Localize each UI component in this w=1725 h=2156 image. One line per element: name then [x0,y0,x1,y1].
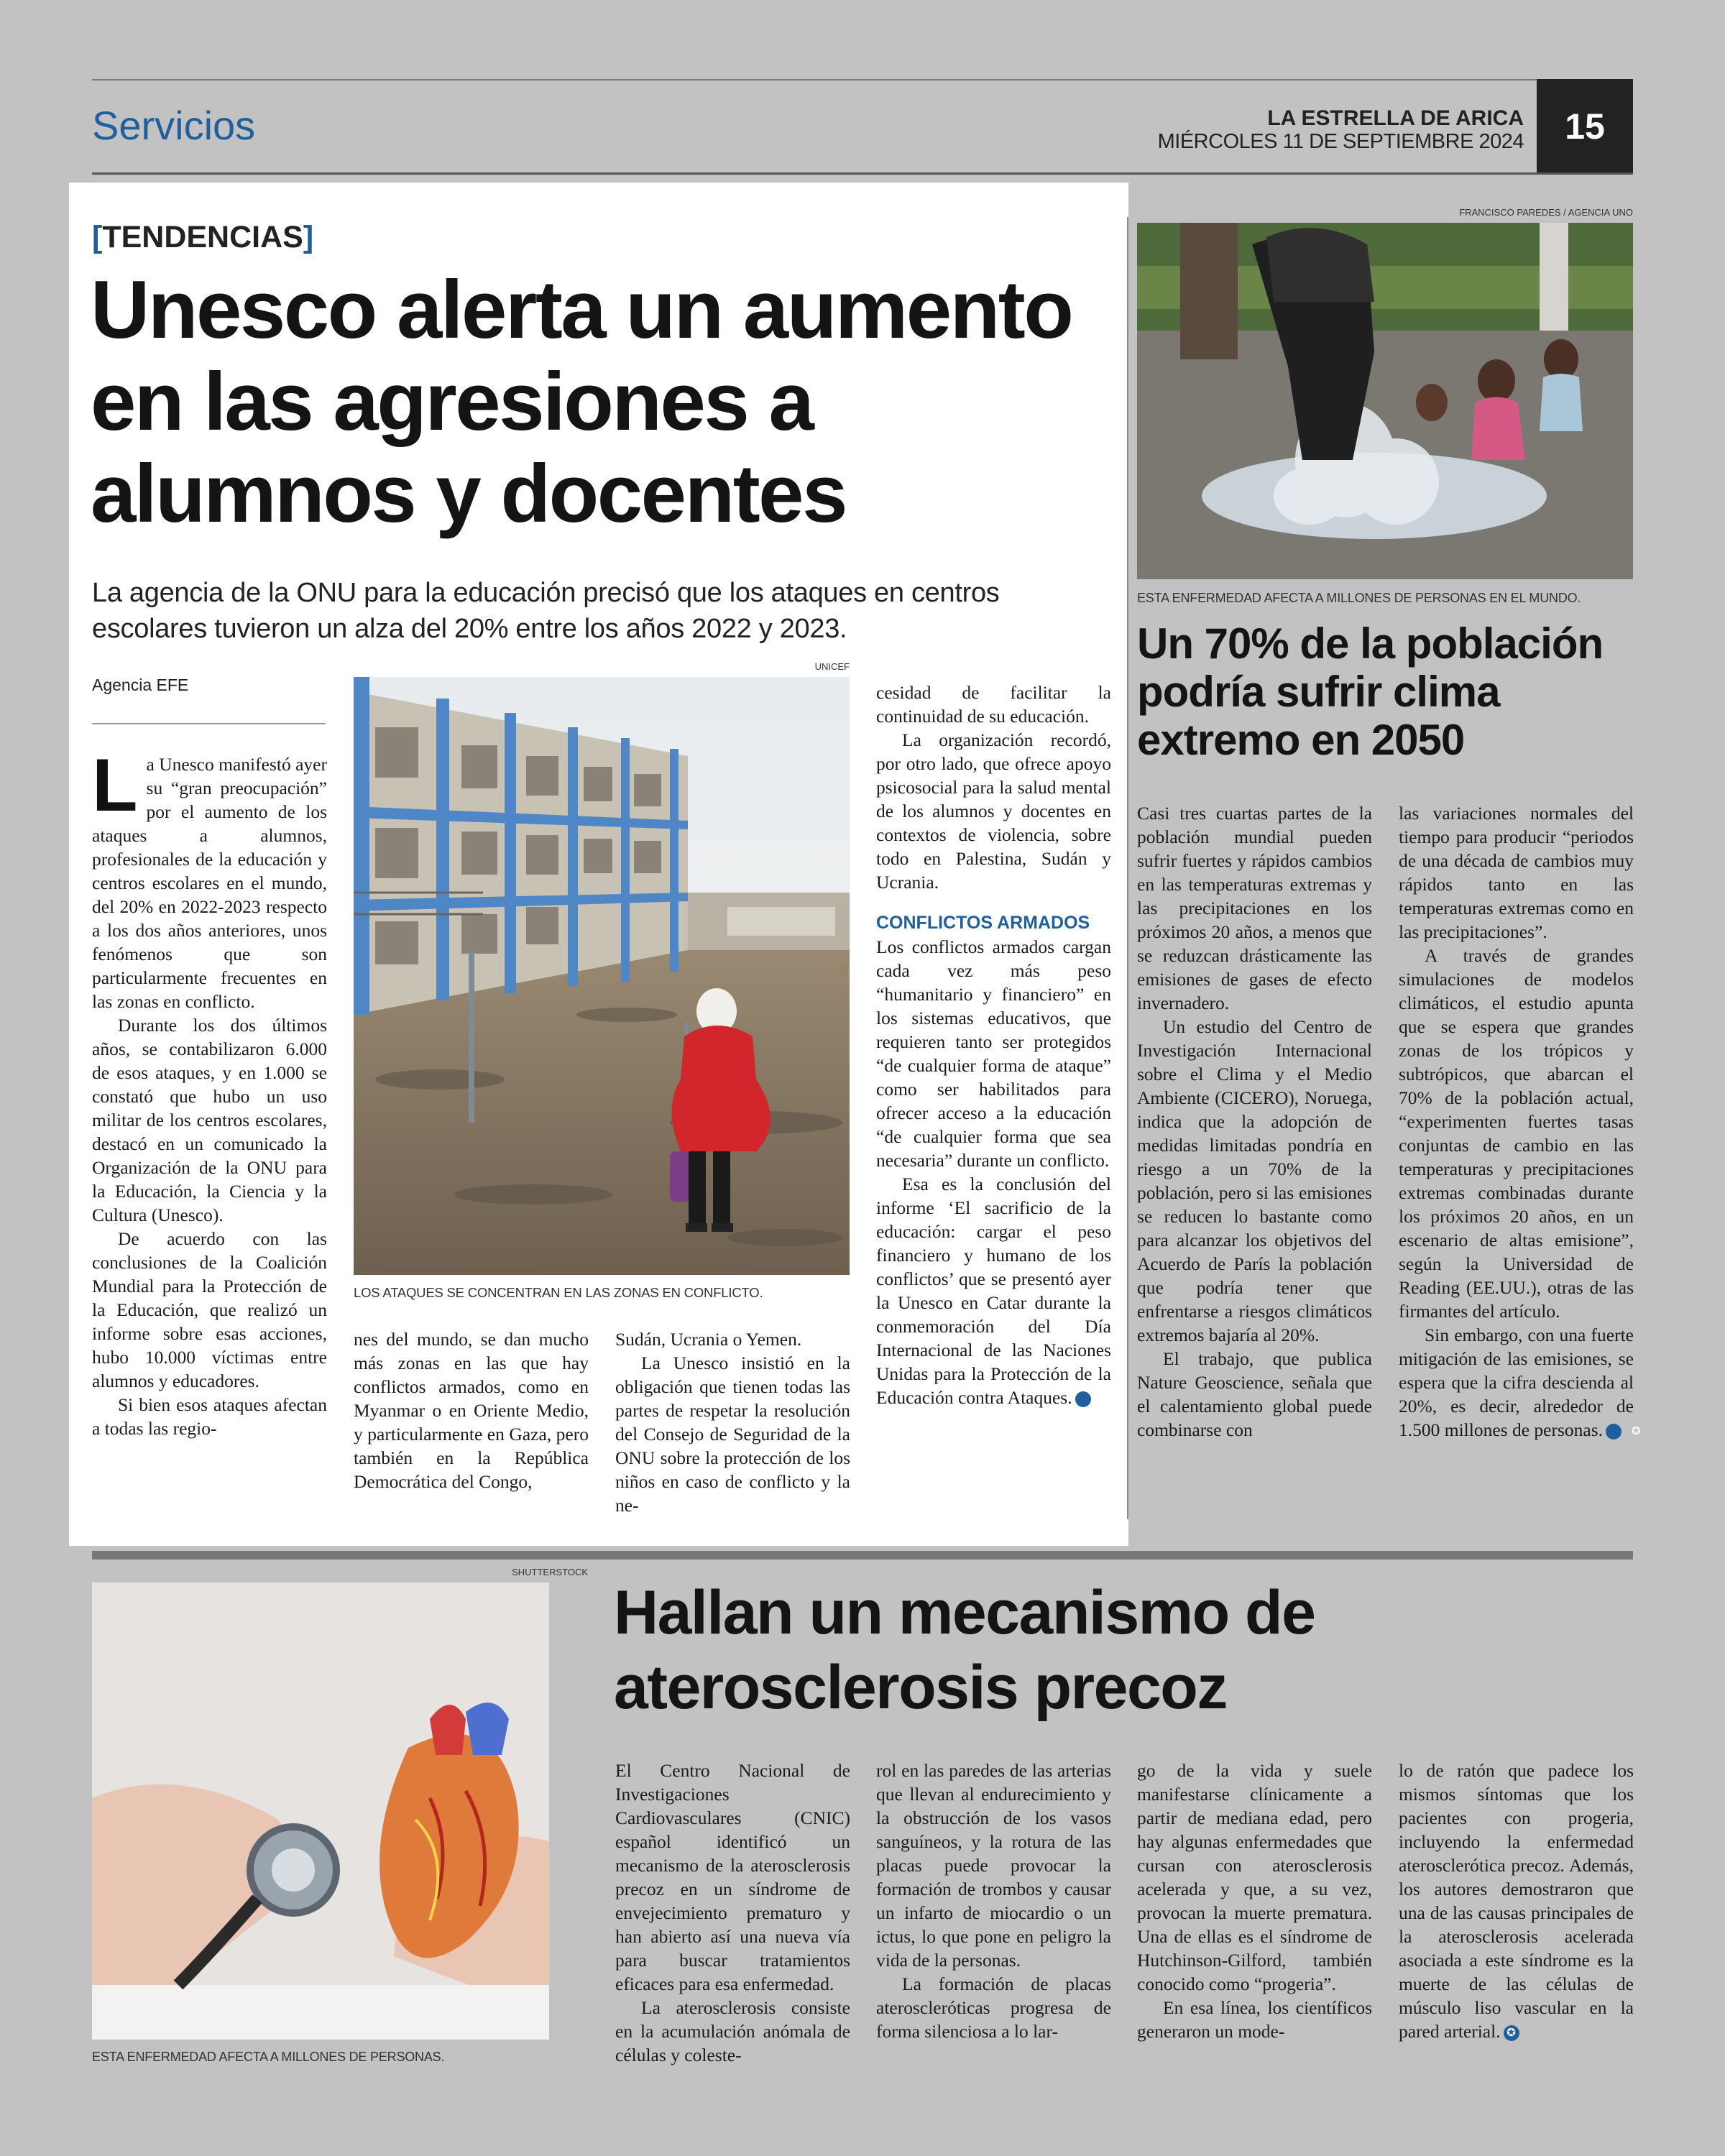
main-column-4 [876,681,1111,1409]
heart-photo-credit: SHUTTERSTOCK [512,1567,588,1577]
main-paragraph [92,744,327,1013]
heart-column-4 [1399,1759,1634,2043]
climate-paragraph: El trabajo, que publica Nature Geoscience, señala que el calentamiento global puede combinarse con [1137,1348,1372,1440]
main-paragraph-text: a Unesco manifestó ayer su “gran preocupación” por el aumento de los ataques a alumnos, profesionales de la educación y centros escolares en el mundo, del 20% en 2022-2023 respecto a los dos años anteriores, unos fenómenos que son particularmente frecuentes en las zonas en conflicto. [92,754,327,1012]
heart-paragraph [1399,1759,1634,2043]
heart-stethoscope-illustration [92,1583,549,2040]
heart-paragraph: rol en las paredes de las arterias que llevan al endurecimiento y la obstrucción de los vasos sanguíneos, y la rotura de las placas puede provocar la formación de trombos y causar un infarto de miocardio o un ictus, lo que pone en peligro la vida de la personas. [876,1760,1111,1971]
climate-headline-line: extremo en 2050 [1137,716,1465,764]
heart-paragraph: En esa línea, los científicos generaron un mode- [1137,1997,1372,2042]
heart-column-1 [615,1759,850,2067]
main-headline-line: en las agresiones a [91,356,813,448]
byline: Agencia EFE [92,676,189,694]
main-column-3 [615,1327,850,1517]
climate-paragraph: Casi tres cuartas partes de la población mundial pueden sufrir fuertes y rápidos cambios en las temperaturas extremas y las precipitaciones en los próximos 20 años, a menos que se reduzcan drásticamente las emisiones de gases de efecto invernadero. [1137,803,1372,1013]
heart-headline-line: aterosclerosis precoz [614,1653,1227,1722]
header-top-rule [92,79,1633,80]
children-fountain-illustration [1137,223,1633,579]
climate-headline-line: Un 70% de la población [1137,619,1604,668]
climate-photo-caption: ESTA ENFERMEDAD AFECTA A MILLONES DE PERSONAS EN EL MUNDO. [1137,591,1581,605]
byline-rule [92,723,326,724]
newspaper-name: LA ESTRELLA DE ARICA [1267,106,1524,130]
heart-photo-caption: ESTA ENFERMEDAD AFECTA A MILLONES DE PERSONAS. [92,2050,445,2064]
main-paragraph: Durante los dos últimos años, se contabilizaron 6.000 de esos ataques, y en 1.000 se constató que hubo un uso militar de los centros escolares, destacó en un comunicado la Organización de la ONU para la Educación, la Ciencia y la Cultura (Unesco). [92,1015,327,1225]
climate-column-2 [1399,801,1641,1442]
main-paragraph: Los conflictos armados cargan cada vez más peso “humanitario y financiero” en los sistemas educativos, que requieren tanto ser protegidos “de cualquier forma de ataque” como ser habilitados para ofrecer acceso a la educación “de cualquier forma que sea necesaria” durante un conflicto. [876,936,1111,1171]
heart-paragraph: La formación de placas ateroscleróticas progresa de forma silenciosa a lo lar- [876,1973,1111,2042]
heart-paragraph: go de la vida y suele manifestarse clínicamente a partir de mediana edad, pero hay algunas enfermedades que cursan con aterosclerosis acelerada y que, a su vez, provocan la muerte prematura. Una de ellas es el síndrome de Hutchinson-Gilford, también conocido como “progeria”. [1137,1760,1372,1994]
section-name: Servicios [92,103,256,148]
main-column-2 [354,1327,589,1493]
main-headline-line: Unesco alerta un aumento [91,264,1072,356]
section-tag [92,217,313,257]
main-paragraph: Sudán, Ucrania o Yemen. [615,1329,802,1350]
main-photo [354,677,850,1275]
main-lede [92,575,999,647]
main-lede-line: escolares tuvieron un alza del 20% entre los años 2022 y 2023. [92,614,847,644]
end-mark-icon: ✪ [1606,1424,1622,1439]
end-mark-icon: ✪ [1075,1391,1091,1407]
climate-photo-credit: FRANCISCO PAREDES / AGENCIA UNO [1459,207,1633,218]
column-separator [1127,217,1128,1519]
heart-headline [614,1575,1315,1725]
main-headline-line: alumnos y docentes [91,448,846,540]
tag-bracket-open: [ [92,220,103,254]
page-number: 15 [1537,79,1633,174]
issue-date: MIÉRCOLES 11 DE SEPTIEMBRE 2024 [1157,130,1524,153]
main-paragraph-text: Esa es la conclusión del informe ‘El sacrificio de la educación: cargar el peso financiero y humano de los conflictos’ que se presentó ayer la Unesco en Catar durante la conmemoración del Día Internacional de las Naciones Unidas para la Protección de la Educación contra Ataques. [876,1174,1111,1408]
school-ruins-illustration [354,677,850,1275]
heart-paragraph: La aterosclerosis consiste en la acumulación anómala de células y coleste- [615,1997,850,2065]
main-paragraph: Si bien esos ataques afectan a todas las regio- [92,1394,327,1439]
climate-photo [1137,223,1633,579]
main-paragraph: De acuerdo con las conclusiones de la Coalición Mundial para la Protección de la Educación, que realizó un informe sobre esas acciones, hubo 10.000 víctimas entre alumnos y educadores. [92,1228,327,1391]
photo-credit: UNICEF [814,661,850,672]
tag-label: TENDENCIAS [102,220,303,254]
main-paragraph: La Unesco insistió en la obligación que tienen todas las partes de respetar la resolución del Consejo de Seguridad de la ONU sobre la protección de los niños en caso de conflicto y la ne- [615,1353,850,1516]
climate-headline [1137,619,1603,764]
heart-paragraph: El Centro Nacional de Investigaciones Cardiovasculares (CNIC) español identificó un mecanismo de la aterosclerosis precoz en un síndrome de envejecimiento prematuro y han abierto así una nueva vía para buscar tratamientos eficaces para esa enfermedad. [615,1760,850,1994]
header-bottom-rule [92,172,1633,175]
climate-paragraph: A través de grandes simulaciones de modelos climáticos, el estudio apunta que se espera que grandes zonas de los trópicos y subtrópicos, que abarcan el 70% de la población actual, “experimenten fuertes tasas conjuntas de cambio en las temperaturas y precipitaciones extremas combinadas durante los próximos 20 años, en un escenario de altas emisione”, según la Universidad de Reading (EE.UU.), otras de las firmantes del artículo. [1399,945,1634,1322]
heart-paragraph-text: lo de ratón que padece los mismos síntomas que los pacientes con progeria, incluyendo la enfermedad aterosclerótica precoz. Además, los autores demostraron que una de las causas principales de la aterosclerosis acelerada asociada a este síndrome es la muerte de las células de músculo liso vascular en la pared arterial. [1399,1760,1634,2042]
heart-photo [92,1583,549,2040]
main-paragraph: nes del mundo, se dan mucho más zonas en las que hay conflictos armados, como en Myanmar o en Oriente Medio, y particularmente en Gaza, pero también en la República Democrática del Congo, [354,1329,589,1492]
subhead-conflictos: CONFLICTOS ARMADOS [876,913,1090,933]
climate-paragraph-text: Sin embargo, con una fuerte mitigación de las emisiones, se espera que la cifra descienda al 20%, es decir, alrededor de 1.500 millones de personas. [1399,1325,1634,1440]
main-paragraph: La organización recordó, por otro lado, que ofrece apoyo psicosocial para la salud mental de los alumnos y docentes en contextos de violencia, sobre todo en Palestina, Sudán y Ucrania. [876,729,1111,893]
heart-headline-line: Hallan un mecanismo de [614,1578,1315,1647]
climate-headline-line: podría sufrir clima [1137,668,1500,716]
photo-caption: LOS ATAQUES SE CONCENTRAN EN LAS ZONAS EN CONFLICTO. [354,1285,763,1300]
main-headline [91,264,1072,540]
story-divider [92,1551,1633,1560]
drop-cap: L [92,744,138,827]
end-mark-icon: ✪ [1504,2025,1519,2041]
climate-column-1 [1137,801,1372,1442]
tag-bracket-close: ] [303,220,314,254]
heart-column-3 [1137,1759,1372,2043]
climate-paragraph [1399,1323,1641,1442]
climate-paragraph: Un estudio del Centro de Investigación Internacional sobre el Clima y el Medio Ambiente (CICERO), Noruega, indica que la adopción de medidas limitadas pondría en riesgo a un 70% de la población, pero si las emisiones se reducen lo bastante como para alcanzar los objetivos del Acuerdo de París la población que podría tener que enfrentarse a riesgos climáticos extremos bajaría al 20%. [1137,1016,1372,1345]
heart-column-2 [876,1759,1111,2043]
main-paragraph: cesidad de facilitar la continuidad de su educación. [876,682,1111,727]
main-paragraph [876,1172,1111,1409]
main-lede-line: La agencia de la ONU para la educación precisó que los ataques en centros [92,578,1000,608]
climate-paragraph: las variaciones normales del tiempo para producir “periodos de una década de cambios muy rápidos tanto en las temperaturas extremas como en las precipitaciones”. [1399,803,1634,942]
main-column-1 [92,744,327,1440]
